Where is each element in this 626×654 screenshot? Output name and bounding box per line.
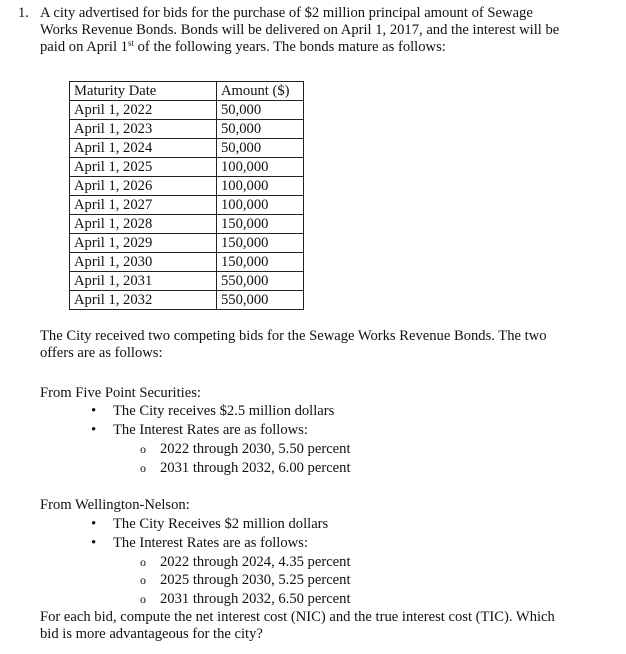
intro-line-1: A city advertised for bids for the purchase of $2 million principal amount of Sewage — [40, 5, 533, 21]
five-point-bullet-amount: • The City receives $2.5 million dollars — [113, 403, 334, 420]
wellington-rate-item: o 2031 through 2032, 6.50 percent — [160, 591, 351, 608]
maturity-date-cell: April 1, 2024 — [70, 139, 217, 158]
table-row — [70, 234, 304, 253]
table-row — [70, 272, 304, 291]
table-row — [70, 158, 304, 177]
header-amount: Amount ($) — [217, 82, 304, 101]
table-row — [70, 196, 304, 215]
closing-line-1: For each bid, compute the net interest cost (NIC) and the true interest cost (TIC). Which — [40, 609, 555, 625]
five-point-heading: From Five Point Securities: — [40, 385, 201, 401]
wellington-heading: From Wellington-Nelson: — [40, 497, 190, 513]
intro-line-2: Works Revenue Bonds. Bonds will be delivered on April 1, 2017, and the interest will be — [40, 22, 560, 38]
maturity-date-cell: April 1, 2029 — [70, 234, 217, 253]
amount-cell: 50,000 — [217, 139, 304, 158]
maturity-date-cell: April 1, 2023 — [70, 120, 217, 139]
table-row — [70, 177, 304, 196]
bids-intro — [40, 328, 615, 362]
wellington-bullet-rates: • The Interest Rates are as follows: — [113, 535, 308, 552]
bids-intro-line-2: offers are as follows: — [40, 345, 163, 361]
amount-cell: 100,000 — [217, 158, 304, 177]
table-row — [70, 253, 304, 272]
table-row — [70, 215, 304, 234]
amount-cell: 150,000 — [217, 253, 304, 272]
question-intro — [40, 5, 620, 56]
closing-line-2: bid is more advantageous for the city? — [40, 626, 263, 642]
amount-cell: 100,000 — [217, 177, 304, 196]
table-row — [70, 101, 304, 120]
amount-cell: 150,000 — [217, 215, 304, 234]
wellington-bullet-amount: • The City Receives $2 million dollars — [113, 516, 328, 533]
table-row — [70, 120, 304, 139]
table-row — [70, 139, 304, 158]
maturity-date-cell: April 1, 2030 — [70, 253, 217, 272]
closing-question — [40, 609, 620, 643]
maturity-date-cell: April 1, 2028 — [70, 215, 217, 234]
intro-line-3-start: paid on April 1 — [40, 39, 128, 55]
intro-line-3-end: of the following years. The bonds mature as follows: — [133, 39, 446, 55]
maturity-date-cell: April 1, 2027 — [70, 196, 217, 215]
maturity-date-cell: April 1, 2032 — [70, 291, 217, 310]
question-number: 1. — [18, 5, 29, 21]
wellington-rate-item: o 2022 through 2024, 4.35 percent — [160, 554, 351, 571]
five-point-rate-item: o 2031 through 2032, 6.00 percent — [160, 460, 351, 477]
maturity-date-cell: April 1, 2026 — [70, 177, 217, 196]
amount-cell: 50,000 — [217, 101, 304, 120]
amount-cell: 550,000 — [217, 272, 304, 291]
wellington-rate-item: o 2025 through 2030, 5.25 percent — [160, 572, 351, 589]
intro-line-3 — [40, 39, 620, 56]
maturity-date-cell: April 1, 2022 — [70, 101, 217, 120]
amount-cell: 50,000 — [217, 120, 304, 139]
ordinal-suffix: st — [127, 38, 134, 48]
table-header-row — [70, 82, 304, 101]
maturity-date-cell: April 1, 2031 — [70, 272, 217, 291]
maturity-date-cell: April 1, 2025 — [70, 158, 217, 177]
table-row — [70, 291, 304, 310]
five-point-bullet-rates: • The Interest Rates are as follows: — [113, 422, 308, 439]
five-point-rate-item: o 2022 through 2030, 5.50 percent — [160, 441, 351, 458]
amount-cell: 150,000 — [217, 234, 304, 253]
amount-cell: 550,000 — [217, 291, 304, 310]
maturity-table — [69, 81, 304, 310]
amount-cell: 100,000 — [217, 196, 304, 215]
bids-intro-line-1: The City received two competing bids for the Sewage Works Revenue Bonds. The two — [40, 328, 547, 344]
header-maturity-date: Maturity Date — [70, 82, 217, 101]
